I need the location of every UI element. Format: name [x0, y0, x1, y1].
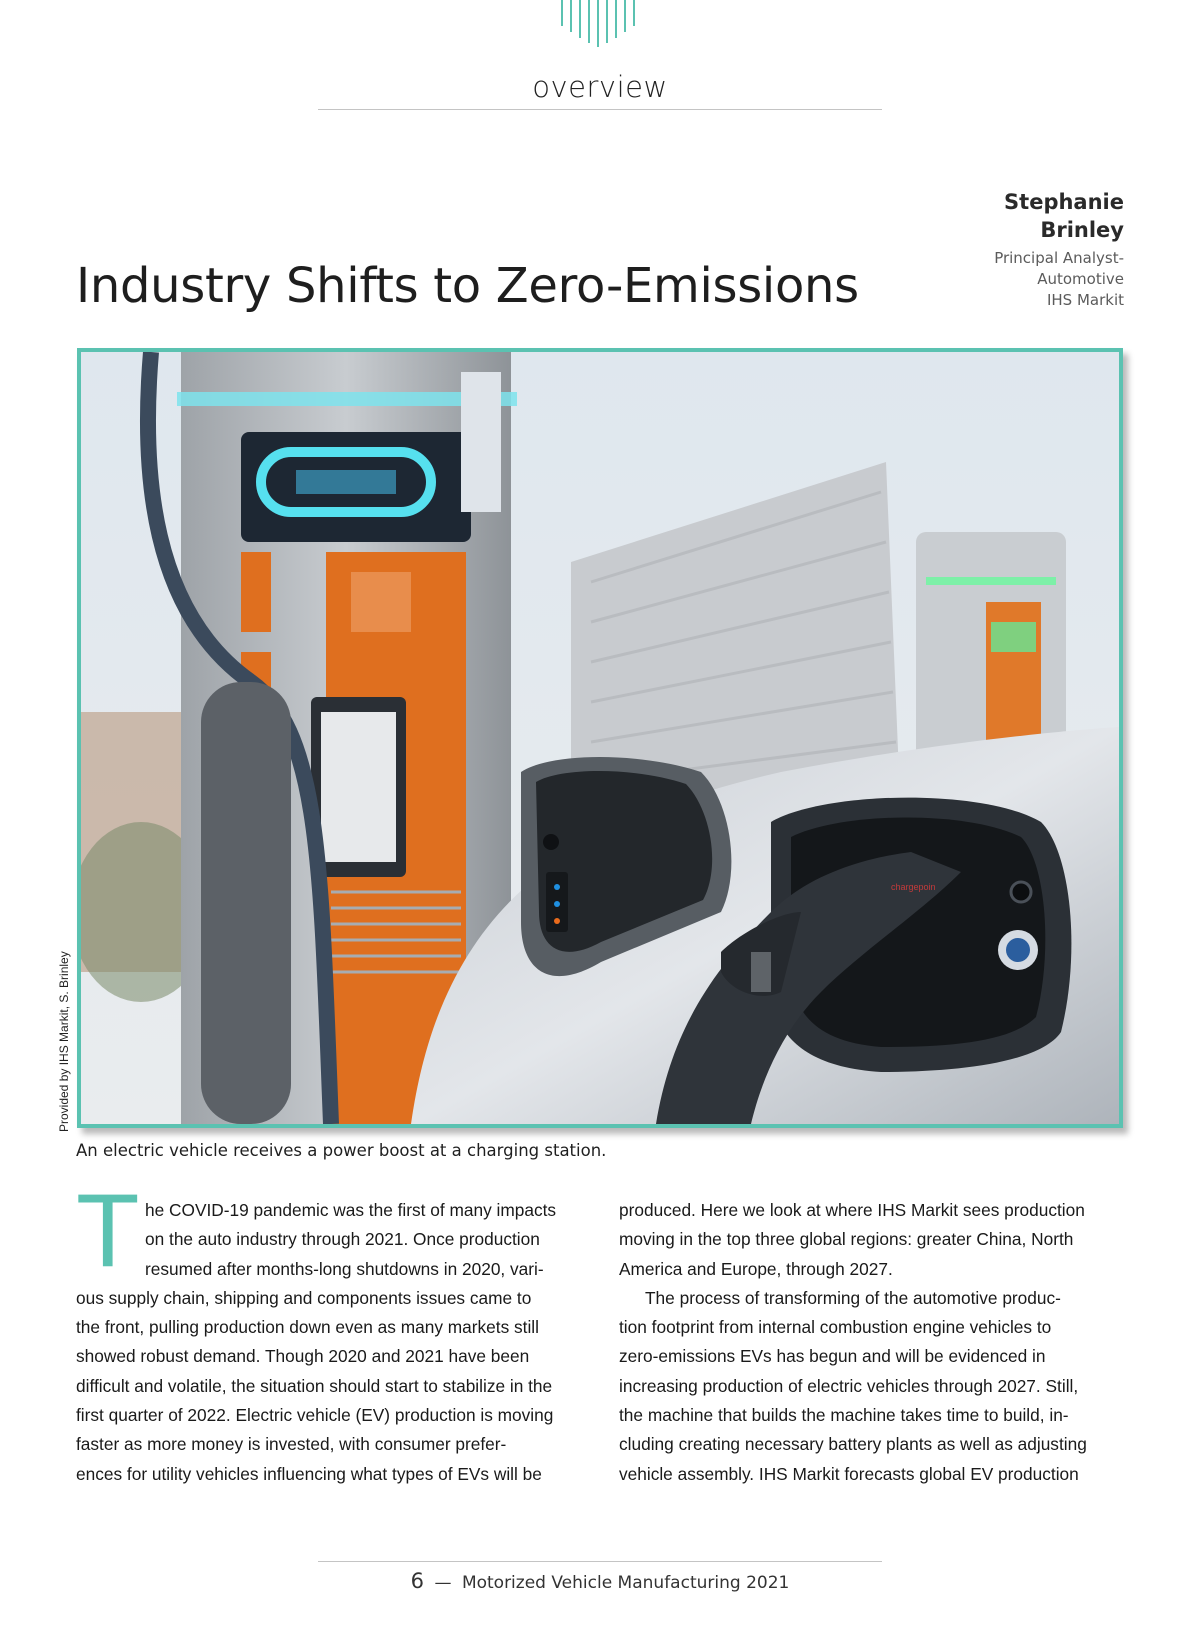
- ev-charging-station-photo: [81, 352, 1119, 1124]
- body-line: on the auto industry through 2021. Once production: [145, 1229, 540, 1250]
- author-role-line2: Automotive: [1037, 270, 1124, 288]
- body-line: the front, pulling production down even as many markets still: [76, 1317, 539, 1338]
- body-line: vehicle assembly. IHS Markit forecasts global EV production: [619, 1463, 1079, 1484]
- body-line: moving in the top three global regions: greater China, North: [619, 1229, 1074, 1250]
- footer-separator: —: [434, 1573, 452, 1593]
- body-line: cluding creating necessary battery plants as well as adjusting: [619, 1434, 1087, 1455]
- author-role: [894, 248, 1124, 290]
- svg-text:chargepoin: chargepoin: [891, 882, 936, 892]
- article-headline: Industry Shifts to Zero-Emissions: [76, 258, 859, 314]
- section-label: overview: [532, 70, 668, 104]
- author-byline: [894, 188, 1124, 311]
- body-line: ences for utility vehicles influencing what types of EVs will be: [76, 1463, 542, 1484]
- drop-cap: T: [76, 1173, 140, 1289]
- author-role-line1: Principal Analyst-: [994, 249, 1124, 267]
- page-number: 6: [410, 1569, 425, 1593]
- body-line: The process of transforming of the automotive produc-: [645, 1287, 1061, 1308]
- author-name-first: Stephanie: [1004, 190, 1124, 214]
- body-line: produced. Here we look at where IHS Markit sees production: [619, 1200, 1085, 1220]
- body-line: first quarter of 2022. Electric vehicle (EV) production is moving: [76, 1405, 554, 1426]
- article-photo: [77, 348, 1123, 1128]
- author-organization: IHS Markit: [1046, 291, 1124, 309]
- footer-divider: [318, 1561, 882, 1562]
- page-footer: [0, 1569, 1200, 1593]
- body-line: resumed after months-long shutdowns in 2020, vari-: [145, 1258, 544, 1279]
- top-ornament-icon: [560, 0, 640, 48]
- body-column-left: [76, 1196, 576, 1489]
- body-line: tion footprint from internal combustion engine vehicles to: [619, 1317, 1052, 1338]
- photo-credit: Provided by IHS Markit, S. Brinley: [57, 951, 71, 1132]
- body-column-right: [619, 1196, 1124, 1489]
- body-line: ous supply chain, shipping and components issues came to: [76, 1287, 532, 1308]
- body-line: showed robust demand. Though 2020 and 2021 have been: [76, 1346, 530, 1367]
- body-line: faster as more money is invested, with consumer prefer-: [76, 1434, 507, 1455]
- body-line: zero-emissions EVs has begun and will be evidenced in: [619, 1346, 1046, 1367]
- publication-title: Motorized Vehicle Manufacturing 2021: [461, 1573, 790, 1593]
- author-name-last: Brinley: [1040, 218, 1124, 242]
- photo-caption: An electric vehicle receives a power boost at a charging station.: [76, 1141, 607, 1160]
- section-divider: [318, 109, 882, 110]
- body-line: increasing production of electric vehicles through 2027. Still,: [619, 1375, 1079, 1396]
- body-line: America and Europe, through 2027.: [619, 1258, 893, 1279]
- body-line: the machine that builds the machine takes time to build, in-: [619, 1405, 1069, 1426]
- body-line: difficult and volatile, the situation should start to stabilize in the: [76, 1375, 553, 1396]
- body-line: he COVID-19 pandemic was the first of many impacts: [145, 1200, 557, 1220]
